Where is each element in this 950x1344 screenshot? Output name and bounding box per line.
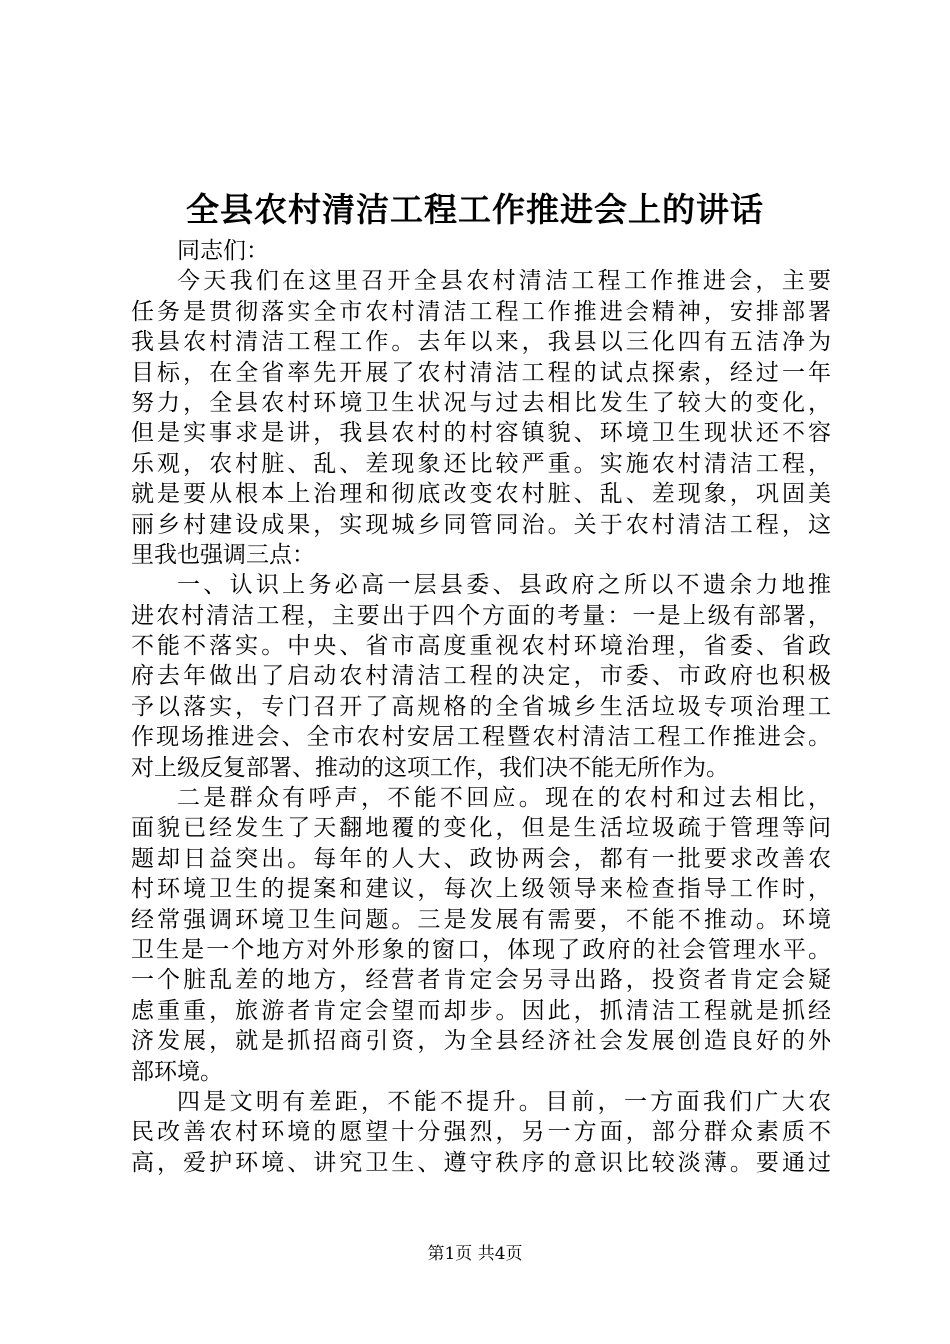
text-line: 一、认识上务必高一层县委、县政府之所以不遗余力地推 xyxy=(177,572,831,599)
text-line: 村环境卫生的提案和建议，每次上级领导来检查指导工作时， xyxy=(131,876,831,903)
text-line: 卫生是一个地方对外形象的窗口，体现了政府的社会管理水平。 xyxy=(131,936,831,963)
text-line: 作现场推进会、全市农村安居工程暨农村清洁工程工作推进会。 xyxy=(131,724,831,751)
text-line: 题却日益突出。每年的人大、政协两会，都有一批要求改善农 xyxy=(131,845,831,872)
text-line: 府去年做出了启动农村清洁工程的决定，市委、市政府也积极 xyxy=(131,663,831,690)
text-line: 虑重重，旅游者肯定会望而却步。因此，抓清洁工程就是抓经 xyxy=(131,997,831,1024)
text-line: 对上级反复部署、推动的这项工作，我们决不能无所作为。 xyxy=(131,754,729,781)
text-line: 面貌已经发生了天翻地覆的变化，但是生活垃圾疏于管理等问 xyxy=(131,815,831,842)
text-line: 就是要从根本上治理和彻底改变农村脏、乱、差现象，巩固美 xyxy=(131,481,831,508)
text-line: 四是文明有差距，不能不提升。目前，一方面我们广大农 xyxy=(177,1088,831,1115)
text-line: 济发展，就是抓招商引资，为全县经济社会发展创造良好的外 xyxy=(131,1028,831,1055)
text-line: 民改善农村环境的愿望十分强烈，另一方面，部分群众素质不 xyxy=(131,1119,831,1146)
text-line: 一个脏乱差的地方，经营者肯定会另寻出路，投资者肯定会疑 xyxy=(131,967,831,994)
text-line: 任务是贯彻落实全市农村清洁工程工作推进会精神，安排部署 xyxy=(131,298,831,325)
text-line: 努力，全县农村环境卫生状况与过去相比发生了较大的变化， xyxy=(131,389,831,416)
text-line: 部环境。 xyxy=(131,1058,223,1085)
document-title: 全县农村清洁工程工作推进会上的讲话 xyxy=(186,190,764,229)
text-line: 进农村清洁工程，主要出于四个方面的考量：一是上级有部署， xyxy=(131,602,831,629)
text-line: 乐观，农村脏、乱、差现象还比较严重。实施农村清洁工程， xyxy=(131,450,831,477)
text-line: 予以落实，专门召开了高规格的全省城乡生活垃圾专项治理工 xyxy=(131,693,831,720)
text-line: 今天我们在这里召开全县农村清洁工程工作推进会，主要 xyxy=(177,268,831,295)
text-line: 但是实事求是讲，我县农村的村容镇貌、环境卫生现状还不容 xyxy=(131,420,831,447)
text-line: 我县农村清洁工程工作。去年以来，我县以三化四有五洁净为 xyxy=(131,329,831,356)
text-line: 二是群众有呼声，不能不回应。现在的农村和过去相比， xyxy=(177,785,831,812)
text-line: 里我也强调三点： xyxy=(131,541,315,568)
text-line: 高，爱护环境、讲究卫生、遵守秩序的意识比较淡薄。要通过 xyxy=(131,1149,831,1176)
page-number: 第1页 共4页 xyxy=(427,1244,523,1264)
text-line: 丽乡村建设成果，实现城乡同管同治。关于农村清洁工程，这 xyxy=(131,511,831,538)
text-line: 同志们： xyxy=(177,238,269,264)
document-body xyxy=(131,236,831,1178)
text-line: 经常强调环境卫生问题。三是发展有需要，不能不推动。环境 xyxy=(131,906,831,933)
text-line: 目标，在全省率先开展了农村清洁工程的试点探索，经过一年 xyxy=(131,359,831,386)
text-line: 不能不落实。中央、省市高度重视农村环境治理，省委、省政 xyxy=(131,633,831,660)
